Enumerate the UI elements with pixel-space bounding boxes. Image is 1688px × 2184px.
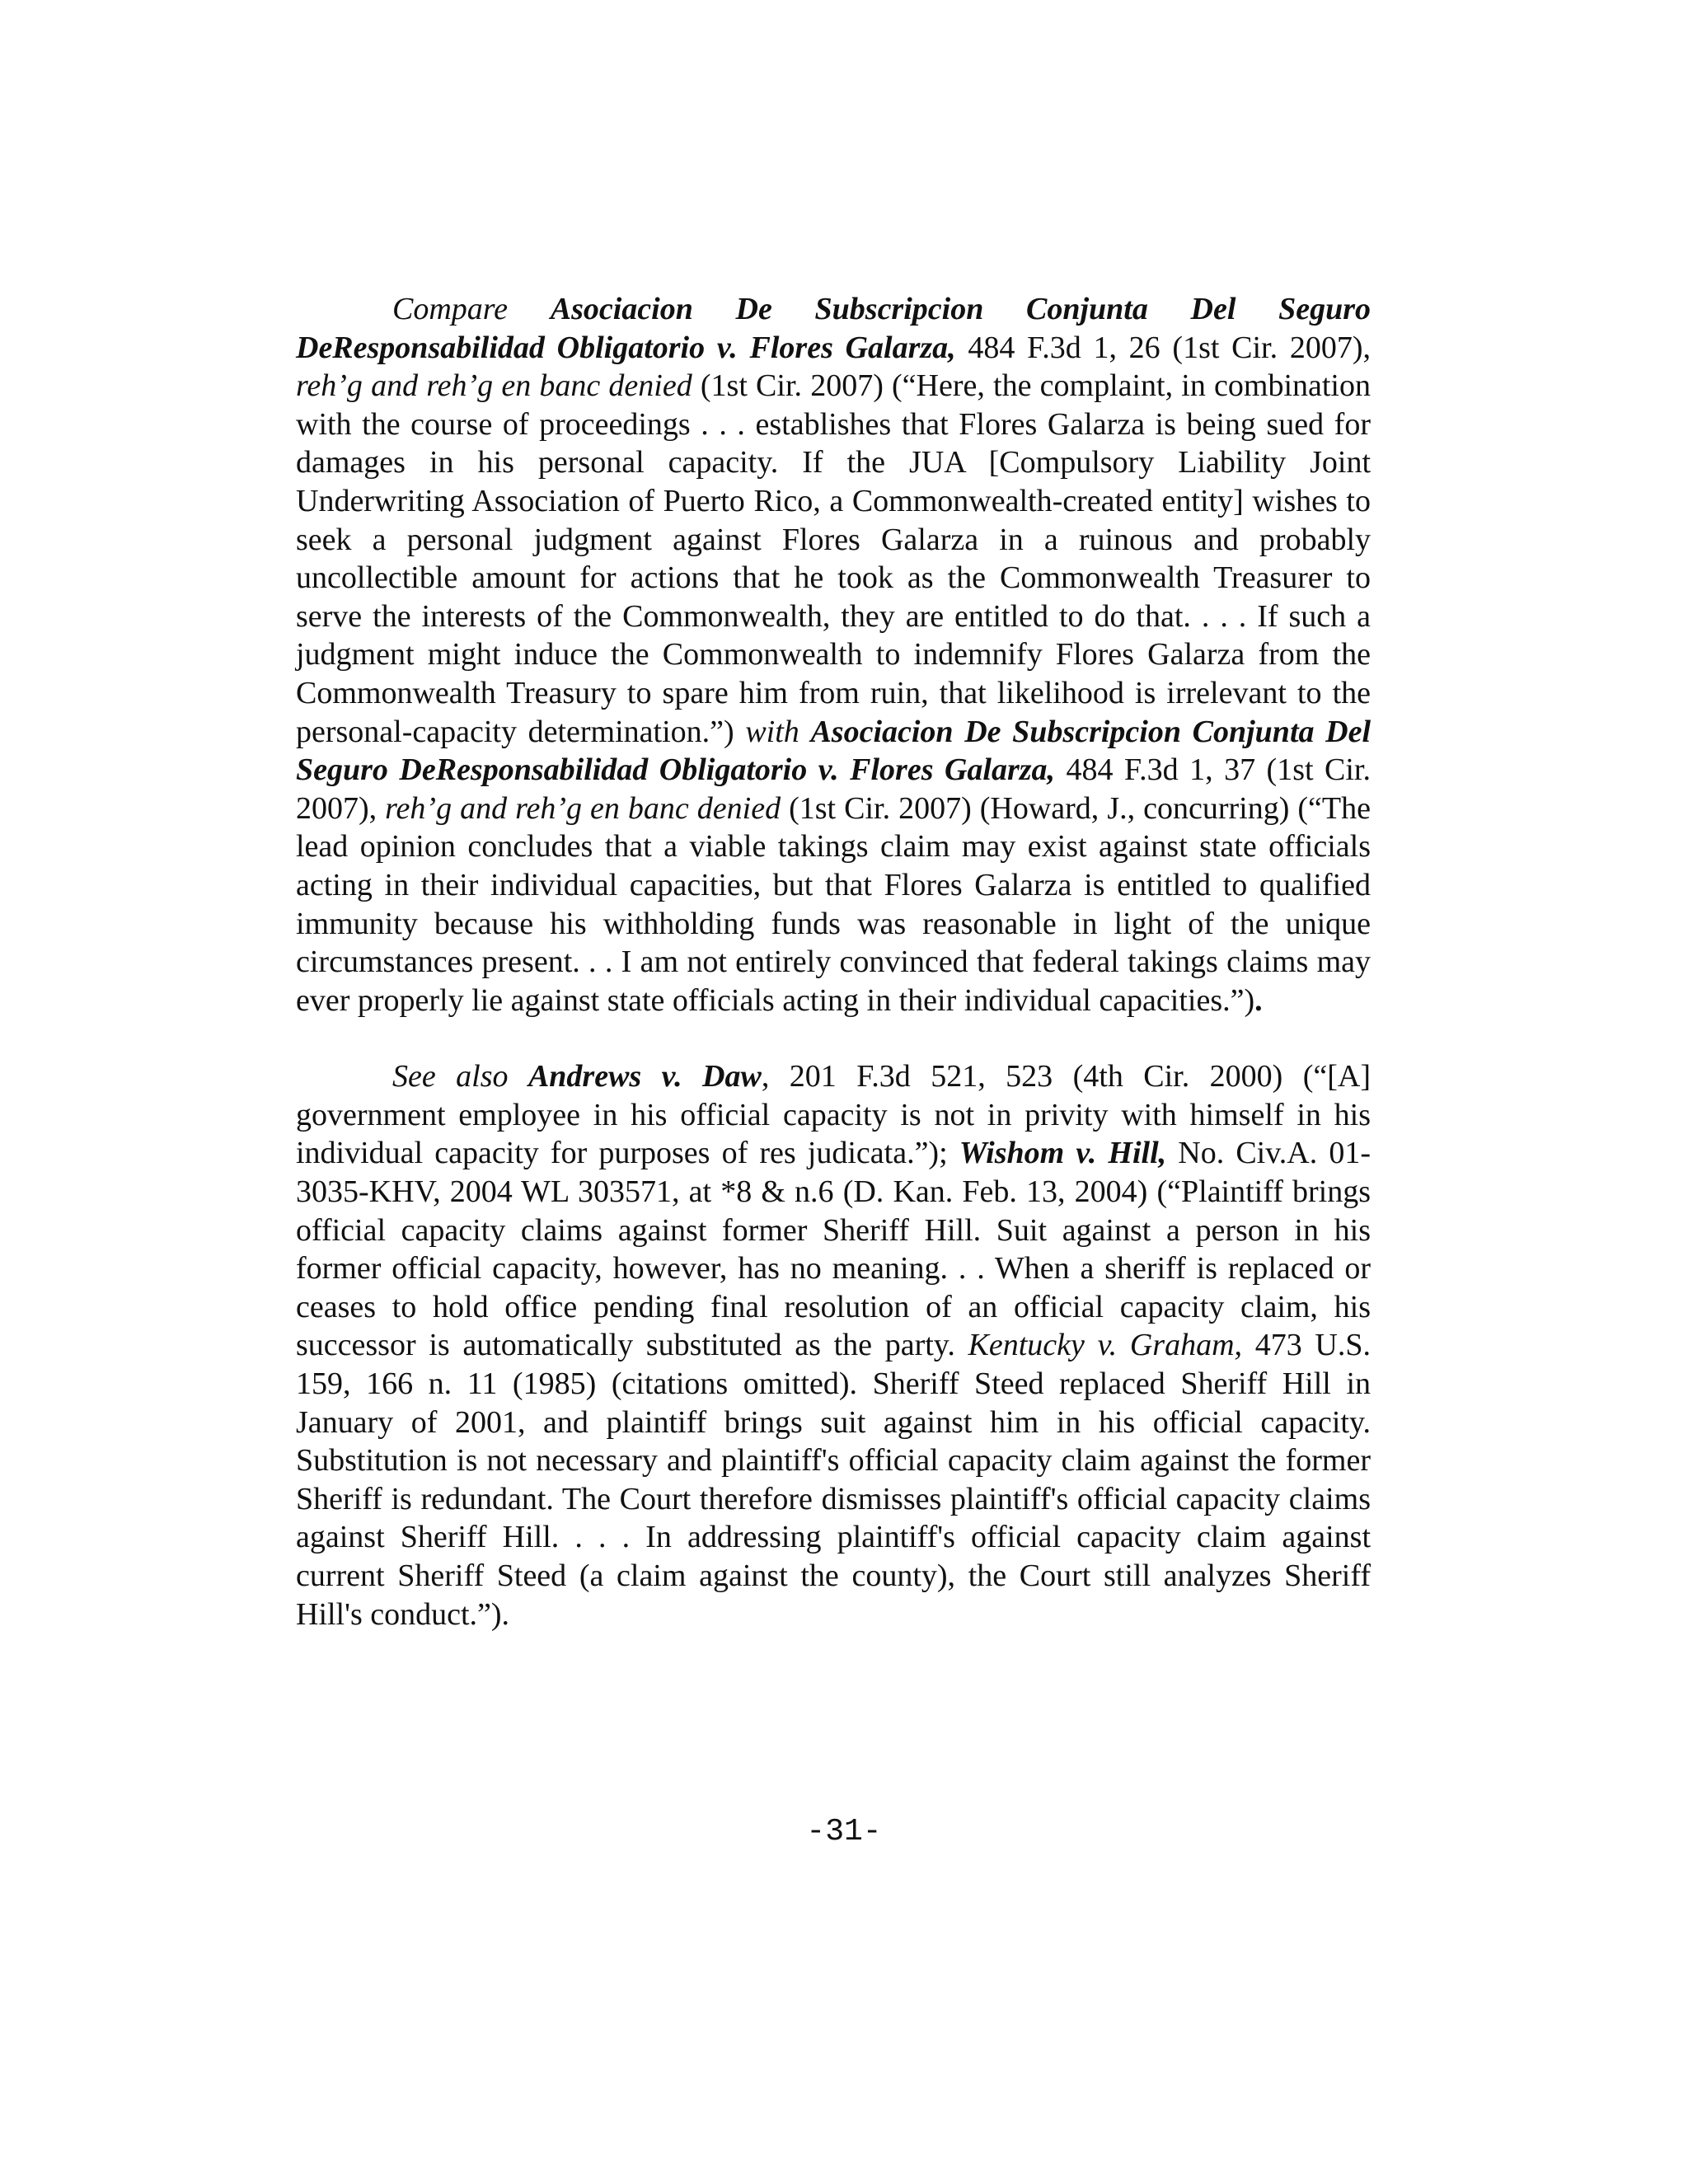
paragraph-compare-citation	[296, 290, 1371, 1019]
text-run: No. Civ.A. 01-3035-KHV, 2004 WL 303571, at *8 & n.6 (D. Kan. Feb. 13, 2004) (“Plaintiff brings official capacity claims against former Sheriff Hill. Suit against a person in his former official capacity, however, has no meaning. . . When a sheriff is replaced or ceases to hold office pending final resolution of an official capacity claim, his successor is automatically substituted as the party.	[296, 1136, 1371, 1363]
case-name: Asociacion De Subscripcion Conjunta Del Seguro DeResponsabilidad Obligatorio v. Flores Galarza,	[296, 292, 1372, 365]
text-run	[799, 715, 811, 749]
italic-text: See also	[392, 1059, 509, 1094]
italic-text: Compare	[392, 292, 509, 326]
text-run: .	[1254, 982, 1263, 1018]
italic-text: with	[745, 714, 799, 749]
text-run: , 201 F.3d 521, 523 (4th Cir. 2000) (“[A] government employee in his official capacity is not in privity with himself in his individual capacity for purposes of res judicata.”);	[296, 1059, 1372, 1171]
page-number: -31-	[806, 1814, 882, 1849]
italic-text: Kentucky v. Graham,	[968, 1328, 1243, 1363]
text-run: 484 F.3d 1, 26 (1st Cir. 2007),	[955, 330, 1371, 365]
italic-text: reh’g and reh’g en banc denied	[385, 790, 781, 826]
text-run: (1st Cir. 2007) (Howard, J., concurring) (“The lead opinion concludes that a viable takings claim may exist against state officials acting in their individual capacities, but that Flores Galarza is entitled to qualified immunity because his withholding funds was reasonable in light of the unique circumstances present. . . I am not entirely convinced that federal takings claims may ever properly lie against state officials acting in their individual capacities.”)	[296, 790, 1371, 1018]
italic-text: reh’g and reh’g en banc denied	[296, 368, 692, 404]
body-text	[296, 290, 1371, 1633]
case-name: Asociacion De Subscripcion Conjunta Del Seguro DeResponsabilidad Obligatorio v. Flores Galarza,	[296, 714, 1372, 788]
text-run	[508, 292, 551, 326]
text-run	[509, 1059, 528, 1094]
paragraph-see-also-citation	[296, 1057, 1371, 1633]
case-name: Wishom v. Hill,	[959, 1136, 1167, 1171]
text-run: 473 U.S. 159, 166 n. 11 (1985) (citations omitted). Sheriff Steed replaced Sheriff Hill in January of 2001, and plaintiff brings suit against him in his official capacity. Substitution is not necessary and plaintiff's official capacity claim against the former Sheriff is redundant. The Court therefore dismisses plaintiff's official capacity claims against Sheriff Hill. . . . In addressing plaintiff's official capacity claim against current Sheriff Steed (a claim against the county), the Court still analyzes Sheriff Hill's conduct.”).	[296, 1328, 1372, 1632]
text-run: (1st Cir. 2007) (“Here, the complaint, in combination with the course of proceedings . . . establishes that Flores Galarza is being sued for damages in his personal capacity. If the JUA [Compulsory Liability Joint Underwriting Association of Puerto Rico, a Commonwealth-created entity] wishes to seek a personal judgment against Flores Galarza in a ruinous and probably uncollectible amount for actions that he took as the Commonwealth Treasurer to serve the interests of the Commonwealth, they are entitled to do that. . . . If such a judgment might induce the Commonwealth to indemnify Flores Galarza from the Commonwealth Treasury to spare him from ruin, that likelihood is irrelevant to the personal-capacity determination.”)	[296, 368, 1371, 749]
text-run: 484 F.3d 1, 37 (1st Cir. 2007),	[296, 752, 1371, 826]
case-name: Andrews v. Daw	[528, 1059, 762, 1094]
